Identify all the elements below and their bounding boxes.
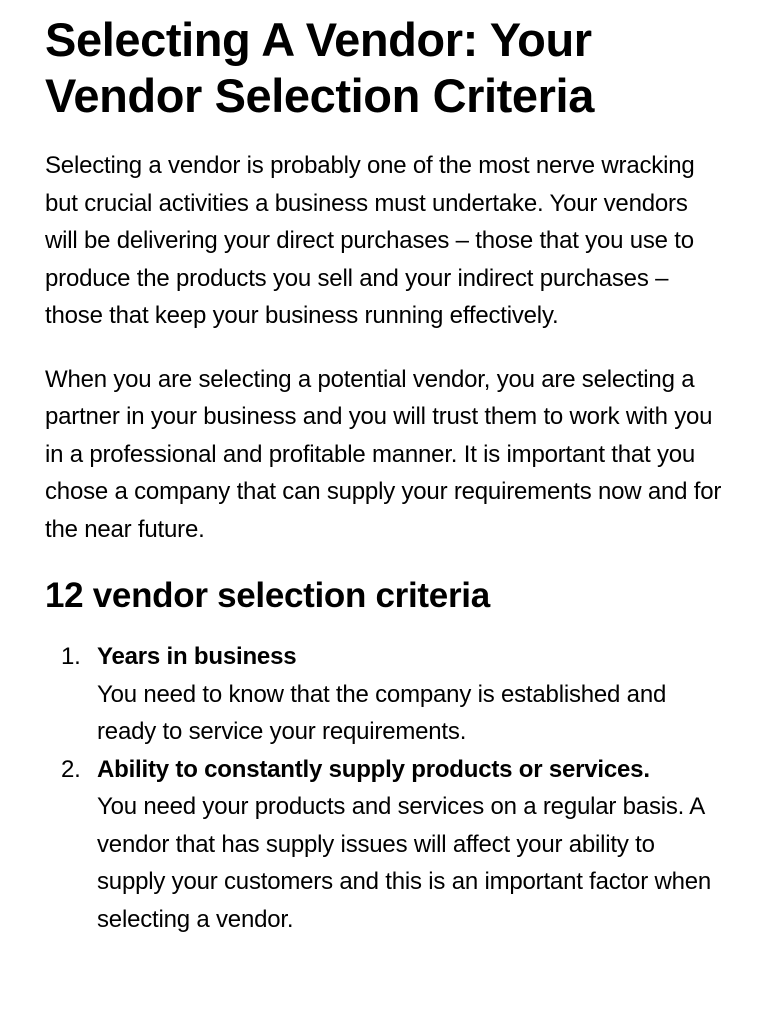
list-item-number: 2. — [61, 755, 81, 783]
intro-paragraph-2: When you are selecting a potential vendor, you are selecting a partner in your business and you will trust them to work with you in a professional and profitable manner. It is important that you chose a company that can supply your requirements now and for the near future. — [45, 365, 722, 543]
list-item-description: You need to know that the company is established and ready to service your requirements. — [97, 680, 667, 745]
list-item — [45, 751, 726, 939]
article-title: Selecting A Vendor: Your Vendor Selection Criteria — [45, 13, 594, 122]
criteria-list — [45, 638, 726, 938]
section-heading: 12 vendor selection criteria — [45, 576, 490, 615]
list-item — [45, 638, 726, 751]
list-item-description: You need your products and services on a regular basis. A vendor that has supply issues will affect your ability to supply your customers and this is an important factor when selecting a vendor. — [97, 793, 712, 933]
list-item-title: Ability to constantly supply products or services. — [97, 755, 650, 783]
list-item-title: Years in business — [97, 643, 297, 670]
list-item-number: 1. — [61, 643, 81, 670]
intro-paragraph-1: Selecting a vendor is probably one of the most nerve wracking but crucial activities a business must undertake. Your vendors will be delivering your direct purchases – those that you use to produce the products you sell and your indirect purchases – those that keep your business running effectively. — [45, 152, 695, 329]
